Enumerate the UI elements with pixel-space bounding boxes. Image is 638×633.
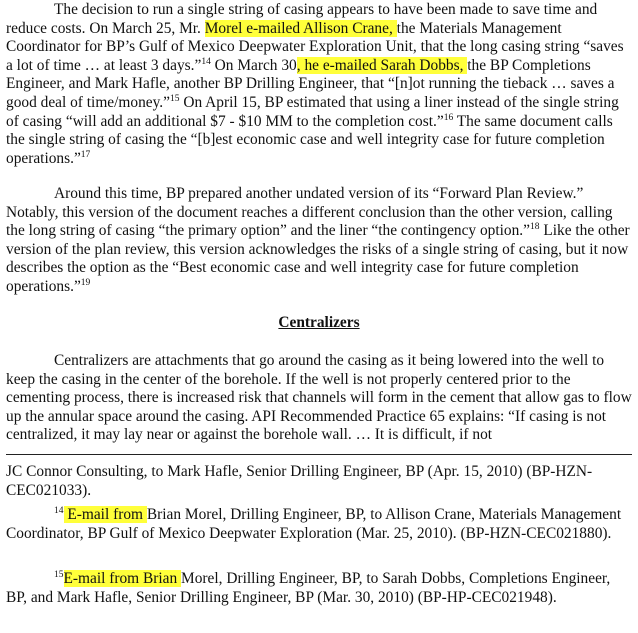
footnote-text: Brian Morel, Drilling Engineer, BP, to Allison Crane, Materials Management Coordinator, BP Gulf of Mexico Deepwater Exploration (Mar. 25, 2010). (BP-HZN-CEC021880).: [6, 506, 622, 542]
section-heading-centralizers: Centralizers: [278, 314, 360, 331]
footnote-15: [6, 570, 632, 607]
text-segment: On March 30: [210, 56, 297, 74]
highlighted-text: E-mail from: [63, 506, 147, 523]
footnote-continuation: JC Connor Consulting, to Mark Hafle, Senior Drilling Engineer, BP (Apr. 15, 2010) (BP-HZN-CEC021033).: [6, 463, 593, 499]
highlighted-text: , he e-mailed Sarah Dobbs,: [296, 56, 468, 74]
footnote-ref-14: 14: [201, 56, 211, 67]
paragraph-casing-decision: [6, 1, 632, 168]
text-segment: On April 15, BP estimated that using a liner instead of the single string of casing “will add an additional $7 - $10 MM to the completion cost.”: [6, 93, 619, 130]
text-segment: The same document calls the single string of casing the “[b]est economic case and well integrity case for future completion operations.”: [6, 112, 613, 167]
footnote-ref-16: 16: [443, 112, 454, 123]
text-segment: the Materials Management Coordinator for BP’s Gulf of Mexico Deepwater Exploration Unit, that the long casing string “saves a lot of time … at least 3 days.”: [6, 19, 624, 74]
footnote-mark: 14: [54, 506, 64, 516]
footnote-divider: [6, 454, 632, 455]
text-segment: Centralizers are attachments that go around the casing as it being lowered into the well to keep the casing in the center of the borehole. If the well is not properly centered prior to the cementing process, there is increased risk that channels will form in the cement that allow gas to flow up the annular space around the casing. API Recommended Practice 65 explains: “If casing is not centralized, it may lay near or against the borehole wall. … It is difficult, if not: [6, 352, 632, 444]
footnote-ref-15: 15: [169, 93, 180, 104]
text-segment: Like the other version of the plan review, this version acknowledges the risks of a single string of casing, but it now describes the option as the “Best economic case and well integrity case for future completion operations.”: [6, 222, 630, 295]
footnote-ref-17: 17: [80, 149, 91, 160]
paragraph-forward-plan-review: [6, 185, 632, 297]
footnote-ref-18: 18: [530, 222, 540, 233]
text-segment: the BP Completions Engineer, and Mark Hafle, another BP Drilling Engineer, that “[n]ot running the tieback … saves a good deal of time/money.”: [6, 56, 615, 111]
footnote-mark: 15: [54, 570, 64, 580]
text-segment: The decision to run a single string of casing appears to have been made to save time and reduce costs. On March 25, Mr.: [6, 1, 598, 37]
footnote-text: Morel, Drilling Engineer, BP, to Sarah Dobbs, Completions Engineer, BP, and Mark Hafle, Senior Drilling Engineer, BP (Mar. 30, 2010) (BP-HP-CEC021948).: [6, 570, 611, 606]
text-segment: Around this time, BP prepared another undated version of its “Forward Plan Review.” Notably, this version of the document reaches a different conclusion than the other version, calling the long string of casing “the primary option” and the liner “the contingency option.”: [6, 185, 613, 240]
footnote-ref-19: 19: [80, 277, 91, 288]
paragraph-centralizers: [6, 352, 632, 445]
footnote-14: [6, 506, 632, 543]
highlighted-text: Morel e-mailed Allison Crane,: [204, 19, 397, 37]
highlighted-text: E-mail from Brian: [63, 570, 182, 587]
